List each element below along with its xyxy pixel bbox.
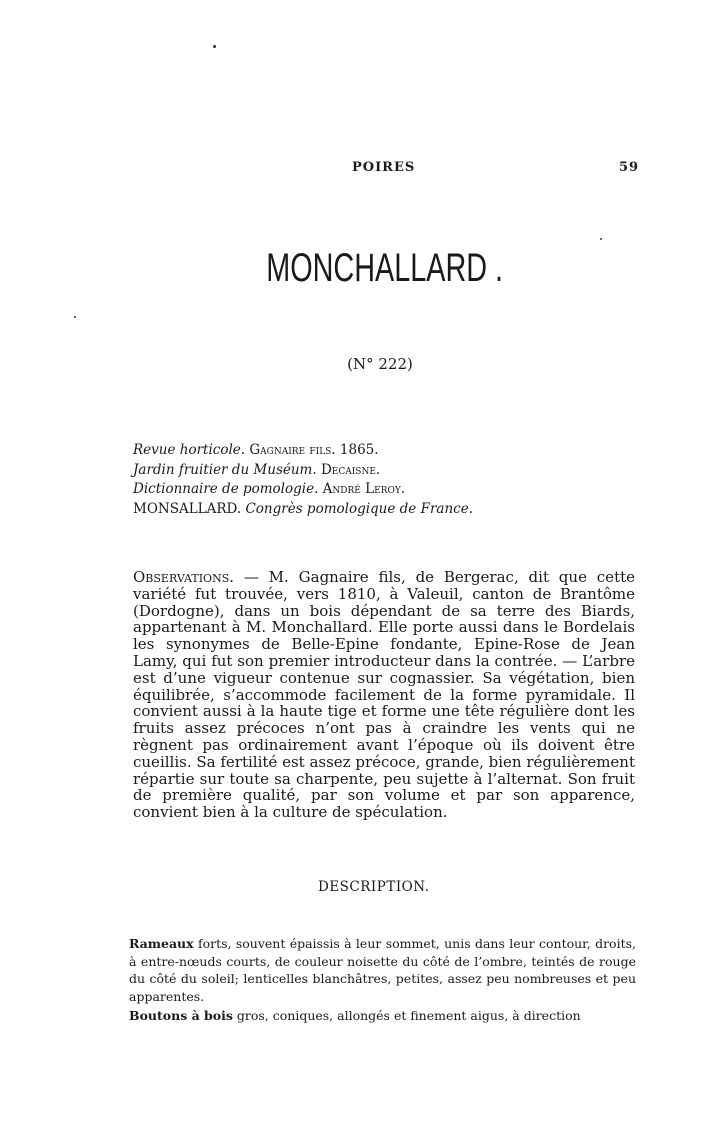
reference-line: Jardin fruitier du Muséum. Decaisne. bbox=[133, 461, 381, 478]
paper-speck bbox=[213, 45, 216, 48]
description-item: Rameaux forts, souvent épaissis à leur sommet, unis dans leur contour, droits, à entre-nœuds courts, de couleur noisette du côté de l’ombre, teintés de rouge du côté du soleil; lenticelles blanchâtres, petites, assez peu nombreuses et peu apparentes. bbox=[129, 936, 636, 1004]
title-text: MONCHALLARD bbox=[266, 246, 488, 290]
variety-number-text: (N° 222) bbox=[347, 355, 413, 373]
description-term: Boutons à bois bbox=[129, 1008, 233, 1023]
variety-number bbox=[0, 355, 707, 373]
running-title: POIRES bbox=[352, 160, 416, 175]
description-term: Rameaux bbox=[129, 936, 194, 951]
references bbox=[133, 441, 473, 519]
paper-speck bbox=[600, 238, 602, 240]
reference-line: Dictionnaire de pomologie. André Leroy. bbox=[133, 481, 406, 497]
title-mark: . bbox=[495, 246, 504, 290]
description-item: Boutons à bois gros, coniques, allongés et finement aigus, à direction bbox=[129, 1008, 581, 1023]
reference-line: MONSALLARD. Congrès pomologique de France. bbox=[133, 500, 473, 517]
observations-paragraph bbox=[133, 569, 635, 821]
paper-speck bbox=[74, 316, 76, 318]
description-heading: DESCRIPTION. bbox=[318, 879, 430, 895]
description-body bbox=[129, 935, 636, 1025]
reference-line: Revue horticole. Gagnaire fils. 1865. bbox=[133, 442, 379, 458]
observations-text: — M. Gagnaire fils, de Bergerac, dit que cette variété fut trouvée, vers 1810, à Valeuil, canton de Brantôme (Dordogne), dans un bois dépendant de sa terre des Biards, appartenant à M. Monchallard. Elle porte aussi dans le Bordelais les synonymes de Belle-Epine fondante, Epine-Rose de Jean Lamy, qui fut son premier introducteur dans la contrée. — L’arbre est d’une vigueur contenue sur cognassier. Sa végétation, bien équilibrée, s’accommode facilement de la forme pyramidale. Il convient aussi à la haute tige et forme une tête régulière dont les fruits assez précoces n’ont pas à craindre les vents qui ne règnent pas ordinairement avant l’époque où ils doivent être cueillis. Sa fertilité est assez précoce, grande, bien régulièrement répartie sur toute sa charpente, peu sujette à l’alternat. Son fruit de première qualité, par son volume et par son apparence, convient bien à la culture de spéculation. bbox=[133, 568, 635, 822]
page-title bbox=[108, 246, 617, 291]
page-number: 59 bbox=[619, 160, 640, 175]
observations-label: Observations. bbox=[133, 568, 235, 586]
